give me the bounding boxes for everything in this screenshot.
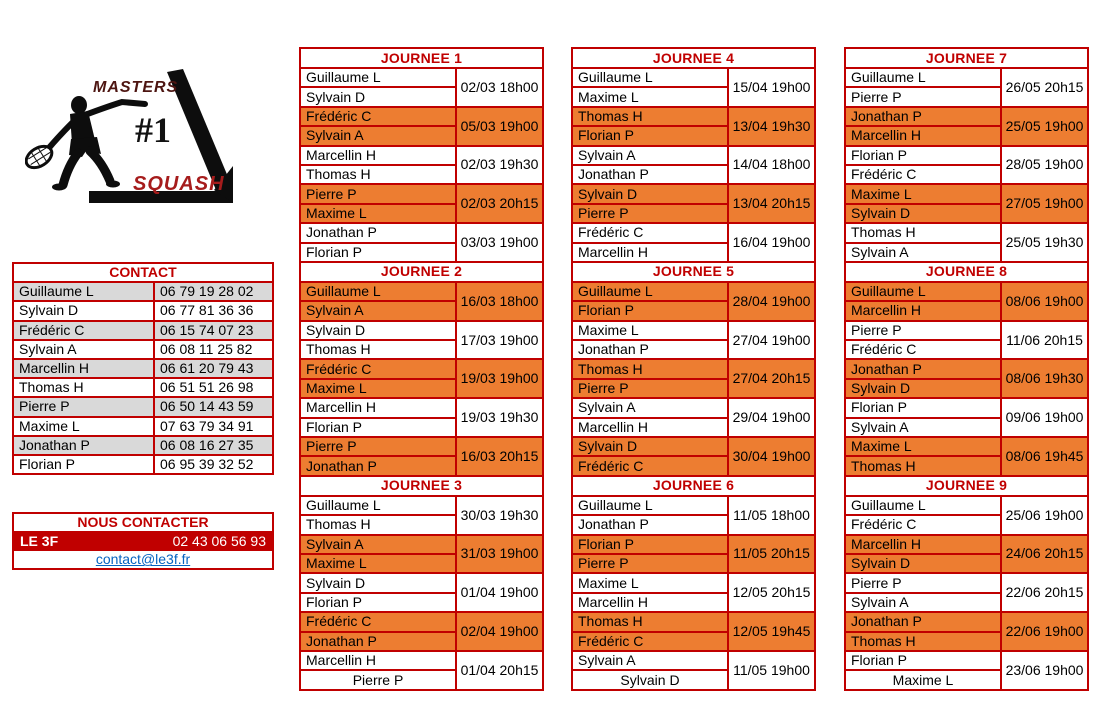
contact-name-cell: Guillaume L [13, 282, 154, 301]
player-cell: Florian P [572, 301, 728, 320]
player-cell: Sylvain A [300, 301, 456, 320]
player-cell: Sylvain A [300, 535, 456, 554]
player-cell: Pierre P [300, 184, 456, 203]
player-cell: Frédéric C [572, 456, 728, 475]
logo-number-text: #1 [135, 110, 171, 150]
journee-table [844, 47, 1089, 263]
journee-title: JOURNEE 8 [845, 262, 1088, 282]
contact-table [12, 262, 274, 475]
player-cell: Florian P [572, 126, 728, 145]
player-cell: Frédéric C [572, 223, 728, 242]
player-cell: Guillaume L [845, 68, 1001, 87]
match-datetime-cell: 25/06 19h00 [1001, 496, 1088, 535]
player-cell: Sylvain A [572, 398, 728, 417]
player-cell: Sylvain D [845, 204, 1001, 223]
match-datetime-cell: 11/05 19h00 [728, 651, 815, 690]
match-datetime-cell: 27/05 19h00 [1001, 184, 1088, 223]
match-datetime-cell: 05/03 19h00 [456, 107, 543, 146]
match-datetime-cell: 16/03 20h15 [456, 437, 543, 476]
player-cell: Sylvain D [300, 321, 456, 340]
match-datetime-cell: 30/03 19h30 [456, 496, 543, 535]
match-datetime-cell: 08/06 19h00 [1001, 282, 1088, 321]
match-datetime-cell: 12/05 19h45 [728, 612, 815, 651]
footer-contact-title: NOUS CONTACTER [13, 513, 273, 532]
match-datetime-cell: 25/05 19h30 [1001, 223, 1088, 262]
journee-table [571, 261, 816, 477]
match-datetime-cell: 19/03 19h00 [456, 359, 543, 398]
player-cell: Maxime L [572, 87, 728, 106]
journee-table [299, 261, 544, 477]
journee-table [571, 47, 816, 263]
match-datetime-cell: 22/06 20h15 [1001, 573, 1088, 612]
player-cell: Pierre P [845, 321, 1001, 340]
match-datetime-cell: 28/05 19h00 [1001, 146, 1088, 185]
logo-graphic [25, 48, 245, 220]
player-cell: Sylvain D [572, 670, 728, 689]
player-cell: Thomas H [845, 223, 1001, 242]
match-datetime-cell: 09/06 19h00 [1001, 398, 1088, 437]
match-datetime-cell: 22/06 19h00 [1001, 612, 1088, 651]
player-cell: Thomas H [845, 632, 1001, 651]
player-cell: Maxime L [572, 321, 728, 340]
journee-table [844, 475, 1089, 691]
match-datetime-cell: 16/04 19h00 [728, 223, 815, 262]
match-datetime-cell: 23/06 19h00 [1001, 651, 1088, 690]
journee-table [299, 47, 544, 263]
player-cell: Jonathan P [300, 632, 456, 651]
match-datetime-cell: 13/04 20h15 [728, 184, 815, 223]
footer-contact-table [12, 512, 274, 570]
match-datetime-cell: 24/06 20h15 [1001, 535, 1088, 574]
journee-title: JOURNEE 1 [300, 48, 543, 68]
player-cell: Pierre P [572, 204, 728, 223]
journee-table [844, 261, 1089, 477]
player-cell: Thomas H [300, 165, 456, 184]
match-datetime-cell: 11/05 20h15 [728, 535, 815, 574]
contact-name-cell: Marcellin H [13, 359, 154, 378]
match-datetime-cell: 02/04 19h00 [456, 612, 543, 651]
player-cell: Pierre P [300, 670, 456, 689]
contact-phone-cell: 06 79 19 28 02 [154, 282, 273, 301]
player-cell: Maxime L [300, 379, 456, 398]
player-cell: Thomas H [572, 107, 728, 126]
match-datetime-cell: 13/04 19h30 [728, 107, 815, 146]
contact-name-cell: Frédéric C [13, 321, 154, 340]
player-cell: Florian P [845, 651, 1001, 670]
club-phone: 02 43 06 56 93 [93, 532, 273, 551]
journee-title: JOURNEE 7 [845, 48, 1088, 68]
player-cell: Marcellin H [300, 651, 456, 670]
player-cell: Maxime L [845, 437, 1001, 456]
player-cell: Thomas H [845, 456, 1001, 475]
contact-phone-cell: 06 77 81 36 36 [154, 301, 273, 320]
match-datetime-cell: 31/03 19h00 [456, 535, 543, 574]
player-cell: Jonathan P [572, 165, 728, 184]
player-cell: Guillaume L [845, 282, 1001, 301]
contact-phone-cell: 06 08 16 27 35 [154, 436, 273, 455]
match-datetime-cell: 02/03 20h15 [456, 184, 543, 223]
player-cell: Guillaume L [300, 68, 456, 87]
contact-row [13, 340, 273, 359]
journee-title: JOURNEE 9 [845, 476, 1088, 496]
player-cell: Florian P [845, 398, 1001, 417]
journee-table [299, 475, 544, 691]
player-cell: Maxime L [300, 204, 456, 223]
match-datetime-cell: 28/04 19h00 [728, 282, 815, 321]
contact-row [13, 282, 273, 301]
player-cell: Marcellin H [845, 535, 1001, 554]
journee-title: JOURNEE 4 [572, 48, 815, 68]
contact-row [13, 359, 273, 378]
player-cell: Sylvain D [845, 379, 1001, 398]
player-cell: Frédéric C [845, 515, 1001, 534]
match-datetime-cell: 30/04 19h00 [728, 437, 815, 476]
match-datetime-cell: 03/03 19h00 [456, 223, 543, 262]
contact-phone-cell: 07 63 79 34 91 [154, 417, 273, 436]
match-datetime-cell: 14/04 18h00 [728, 146, 815, 185]
contact-row [13, 417, 273, 436]
player-cell: Sylvain D [572, 184, 728, 203]
contact-phone-cell: 06 08 11 25 82 [154, 340, 273, 359]
player-cell: Sylvain A [845, 593, 1001, 612]
contact-row [13, 301, 273, 320]
player-cell: Florian P [572, 535, 728, 554]
match-datetime-cell: 27/04 19h00 [728, 321, 815, 360]
player-cell: Marcellin H [300, 146, 456, 165]
match-datetime-cell: 29/04 19h00 [728, 398, 815, 437]
squash-player-silhouette [48, 96, 145, 191]
match-datetime-cell: 11/05 18h00 [728, 496, 815, 535]
player-cell: Sylvain A [300, 126, 456, 145]
contact-name-cell: Pierre P [13, 397, 154, 416]
player-cell: Pierre P [845, 87, 1001, 106]
player-cell: Thomas H [300, 340, 456, 359]
player-cell: Marcellin H [572, 593, 728, 612]
contact-phone-cell: 06 51 51 26 98 [154, 378, 273, 397]
contact-name-cell: Thomas H [13, 378, 154, 397]
player-cell: Guillaume L [572, 282, 728, 301]
contact-phone-cell: 06 61 20 79 43 [154, 359, 273, 378]
player-cell: Frédéric C [300, 107, 456, 126]
player-cell: Marcellin H [300, 398, 456, 417]
player-cell: Sylvain D [845, 554, 1001, 573]
match-datetime-cell: 02/03 18h00 [456, 68, 543, 107]
player-cell: Sylvain D [300, 573, 456, 592]
player-cell: Jonathan P [572, 340, 728, 359]
contact-name-cell: Sylvain A [13, 340, 154, 359]
match-datetime-cell: 02/03 19h30 [456, 146, 543, 185]
match-datetime-cell: 11/06 20h15 [1001, 321, 1088, 360]
player-cell: Pierre P [300, 437, 456, 456]
match-datetime-cell: 16/03 18h00 [456, 282, 543, 321]
player-cell: Pierre P [572, 379, 728, 398]
player-cell: Jonathan P [845, 612, 1001, 631]
player-cell: Pierre P [572, 554, 728, 573]
player-cell: Maxime L [845, 184, 1001, 203]
player-cell: Marcellin H [845, 126, 1001, 145]
player-cell: Frédéric C [845, 340, 1001, 359]
match-datetime-cell: 26/05 20h15 [1001, 68, 1088, 107]
player-cell: Guillaume L [300, 496, 456, 515]
journee-column-3 [844, 47, 1089, 691]
player-cell: Guillaume L [845, 496, 1001, 515]
contact-row [13, 321, 273, 340]
journee-title: JOURNEE 2 [300, 262, 543, 282]
player-cell: Frédéric C [300, 359, 456, 378]
contact-phone-cell: 06 15 74 07 23 [154, 321, 273, 340]
contact-row [13, 397, 273, 416]
match-datetime-cell: 08/06 19h30 [1001, 359, 1088, 398]
logo-squash-text: SQUASH [133, 173, 225, 195]
player-cell: Pierre P [845, 573, 1001, 592]
player-cell: Jonathan P [300, 223, 456, 242]
player-cell: Florian P [845, 146, 1001, 165]
player-cell: Guillaume L [572, 68, 728, 87]
player-cell: Florian P [300, 418, 456, 437]
player-cell: Frédéric C [572, 632, 728, 651]
player-cell: Jonathan P [845, 359, 1001, 378]
contact-phone-cell: 06 50 14 43 59 [154, 397, 273, 416]
match-datetime-cell: 25/05 19h00 [1001, 107, 1088, 146]
match-datetime-cell: 27/04 20h15 [728, 359, 815, 398]
match-datetime-cell: 19/03 19h30 [456, 398, 543, 437]
player-cell: Thomas H [572, 612, 728, 631]
player-cell: Jonathan P [300, 456, 456, 475]
player-cell: Sylvain D [572, 437, 728, 456]
contact-row [13, 455, 273, 474]
player-cell: Thomas H [300, 515, 456, 534]
match-datetime-cell: 17/03 19h00 [456, 321, 543, 360]
journee-column-2 [571, 47, 816, 691]
match-datetime-cell: 01/04 20h15 [456, 651, 543, 690]
match-datetime-cell: 12/05 20h15 [728, 573, 815, 612]
player-cell: Sylvain A [572, 651, 728, 670]
club-name: LE 3F [13, 532, 93, 551]
journee-title: JOURNEE 6 [572, 476, 815, 496]
contact-name-cell: Jonathan P [13, 436, 154, 455]
contact-row [13, 436, 273, 455]
player-cell: Marcellin H [572, 243, 728, 262]
logo-masters-text: MASTERS [93, 79, 179, 96]
player-cell: Sylvain A [845, 243, 1001, 262]
player-cell: Sylvain D [300, 87, 456, 106]
player-cell: Florian P [300, 243, 456, 262]
player-cell: Marcellin H [845, 301, 1001, 320]
contact-phone-cell: 06 95 39 32 52 [154, 455, 273, 474]
journee-table [571, 475, 816, 691]
journee-title: JOURNEE 3 [300, 476, 543, 496]
match-datetime-cell: 08/06 19h45 [1001, 437, 1088, 476]
contact-name-cell: Maxime L [13, 417, 154, 436]
player-cell: Maxime L [845, 670, 1001, 689]
masters-squash-logo [25, 48, 245, 220]
player-cell: Maxime L [300, 554, 456, 573]
email-link[interactable]: contact@le3f.fr [95, 551, 191, 568]
player-cell: Marcellin H [572, 418, 728, 437]
journee-title: JOURNEE 5 [572, 262, 815, 282]
contact-title: CONTACT [13, 263, 273, 282]
contact-name-cell: Sylvain D [13, 301, 154, 320]
player-cell: Frédéric C [300, 612, 456, 631]
player-cell: Florian P [300, 593, 456, 612]
match-datetime-cell: 15/04 19h00 [728, 68, 815, 107]
journee-column-1 [299, 47, 544, 691]
player-cell: Sylvain A [572, 146, 728, 165]
player-cell: Jonathan P [572, 515, 728, 534]
player-cell: Guillaume L [572, 496, 728, 515]
player-cell: Jonathan P [845, 107, 1001, 126]
player-cell: Maxime L [572, 573, 728, 592]
player-cell: Frédéric C [845, 165, 1001, 184]
player-cell: Thomas H [572, 359, 728, 378]
player-cell: Sylvain A [845, 418, 1001, 437]
contact-row [13, 378, 273, 397]
contact-name-cell: Florian P [13, 455, 154, 474]
email-cell [13, 550, 273, 569]
player-cell: Guillaume L [300, 282, 456, 301]
match-datetime-cell: 01/04 19h00 [456, 573, 543, 612]
